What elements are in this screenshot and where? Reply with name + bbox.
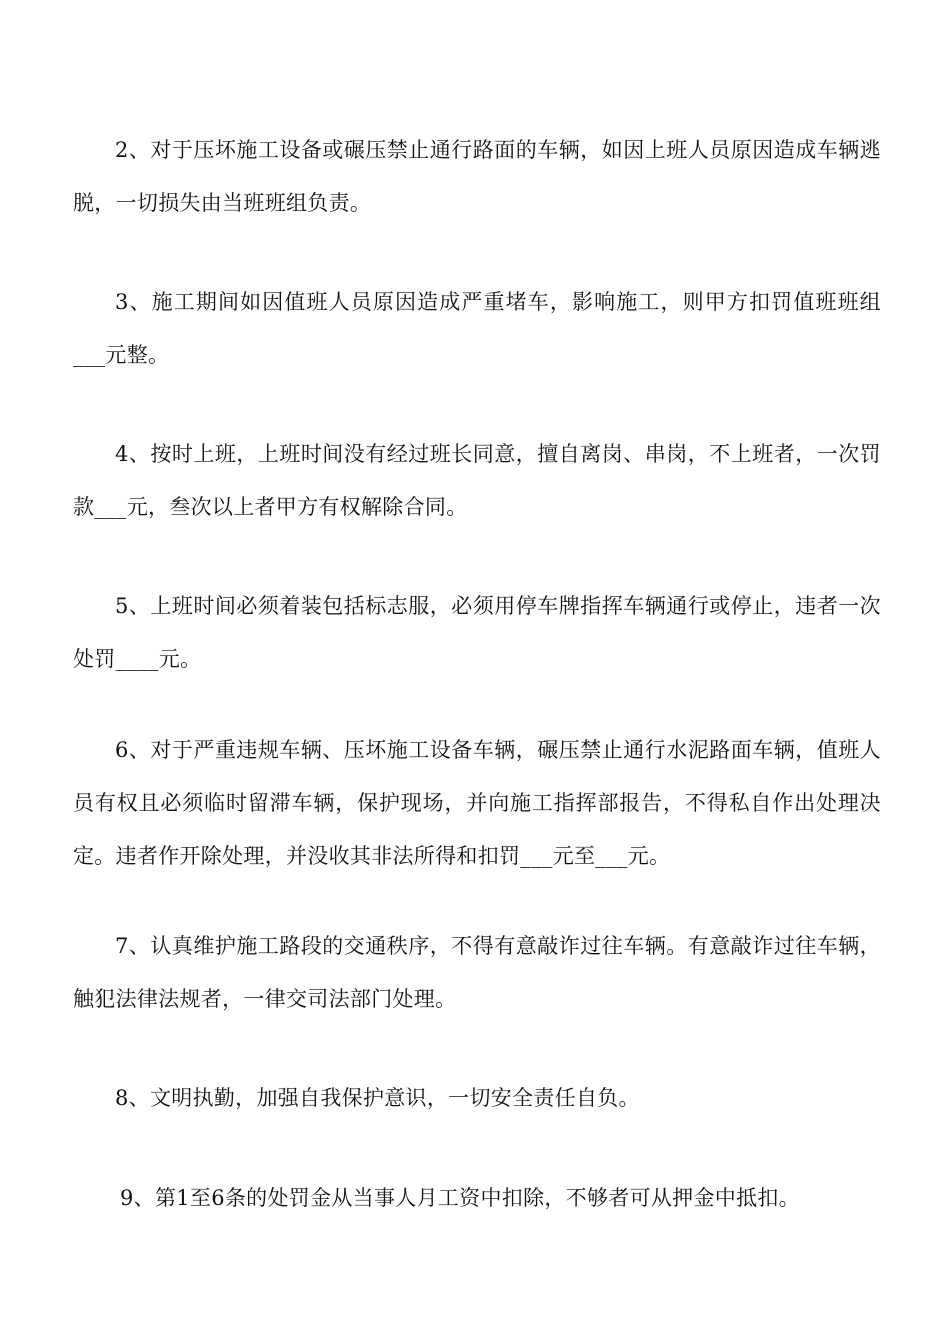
clause-4: 4、按时上班，上班时间没有经过班长同意，擅自离岗、串岗，不上班者，一次罚款___元，叁次以上者甲方有权解除合同。 — [73, 442, 881, 519]
clause-3: 3、施工期间如因值班人员原因造成严重堵车，影响施工，则甲方扣罚值班班组___元整。 — [73, 290, 881, 367]
clause-7: 7、认真维护施工路段的交通秩序，不得有意敲诈过往车辆。有意敲诈过往车辆，触犯法律法规者，一律交司法部门处理。 — [73, 934, 881, 1011]
clause-2: 2、对于压坏施工设备或碾压禁止通行路面的车辆，如因上班人员原因造成车辆逃脱，一切损失由当班班组负责。 — [73, 138, 881, 215]
clause-9: 9、第1至6条的处罚金从当事人月工资中扣除，不够者可从押金中抵扣。 — [120, 1186, 800, 1210]
clause-8: 8、文明执勤，加强自我保护意识，一切安全责任自负。 — [115, 1086, 640, 1110]
clause-5: 5、上班时间必须着装包括标志服，必须用停车牌指挥车辆通行或停止，违者一次处罚____元。 — [73, 594, 881, 671]
clause-6: 6、对于严重违规车辆、压坏施工设备车辆，碾压禁止通行水泥路面车辆，值班人员有权且必须临时留滞车辆，保护现场，并向施工指挥部报告，不得私自作出处理决定。违者作开除处理，并没收其非法所得和扣罚___元至___元。 — [73, 738, 881, 868]
